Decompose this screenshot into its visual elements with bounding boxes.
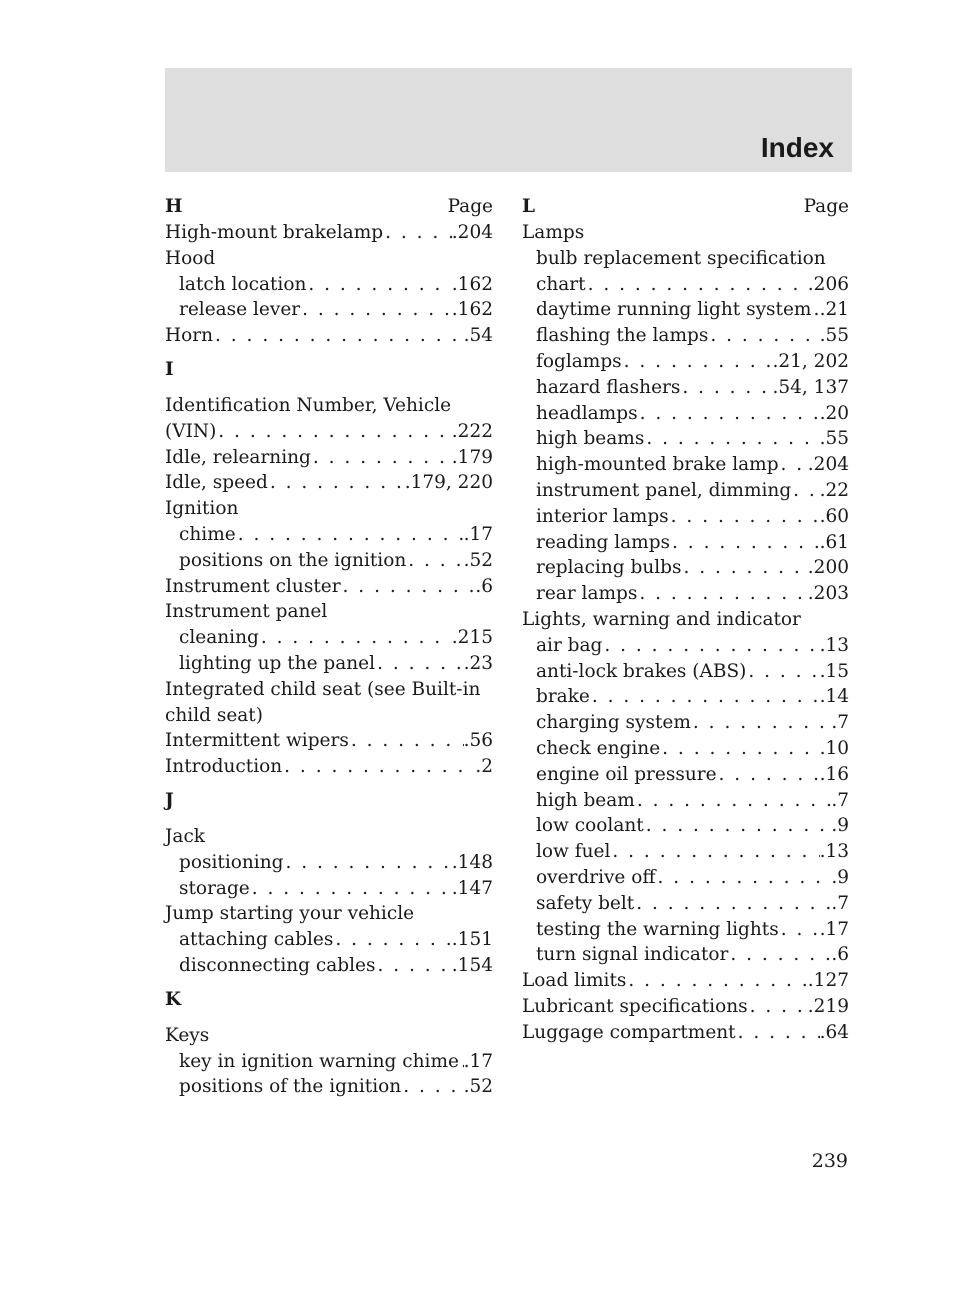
entry-page-ref: .64	[819, 1021, 849, 1043]
entry-label: Jack	[165, 825, 206, 847]
dot-leader	[250, 876, 452, 902]
dot-leader	[375, 953, 451, 979]
entry-page-ref: .55	[819, 428, 849, 450]
entry-page-ref: .147	[451, 877, 493, 899]
dot-leader	[736, 1020, 820, 1046]
dot-leader	[282, 754, 475, 780]
section-letter: H	[165, 196, 183, 217]
entry-label: low fuel	[536, 841, 611, 863]
entry-page-ref: .60	[819, 505, 849, 527]
dot-leader	[333, 927, 451, 953]
index-subentry	[522, 659, 849, 685]
page-column-label: Page	[447, 196, 493, 217]
dot-leader	[682, 555, 808, 581]
entry-page-ref: .52	[463, 1076, 493, 1098]
dot-leader	[748, 994, 808, 1020]
entry-page-ref: .17	[463, 1050, 493, 1072]
index-entry	[165, 703, 493, 729]
entry-page-ref: .9	[831, 815, 849, 837]
dot-leader	[268, 470, 405, 496]
index-entry	[522, 220, 849, 246]
entry-label: Introduction	[165, 756, 283, 778]
index-subentry	[522, 839, 849, 865]
entry-page-ref: .16	[819, 763, 849, 785]
entry-page-ref: .10	[819, 737, 849, 759]
section-i-heading: I	[165, 358, 174, 380]
dot-leader	[602, 633, 819, 659]
entry-label: positions on the ignition	[179, 549, 407, 571]
index-subentry	[522, 375, 849, 401]
index-subentry	[165, 297, 493, 323]
entry-label: Instrument cluster	[165, 575, 341, 597]
entry-page-ref: .56	[463, 730, 493, 752]
dot-leader	[691, 710, 831, 736]
dot-leader	[637, 581, 807, 607]
entry-label: Ignition	[165, 498, 239, 520]
section-k-entries	[165, 1023, 493, 1100]
index-subentry	[522, 401, 849, 427]
dot-leader	[779, 917, 820, 943]
index-subentry	[522, 813, 849, 839]
entry-page-ref: .203	[807, 583, 849, 605]
entry-page-ref: .148	[451, 851, 493, 873]
index-subentry	[522, 788, 849, 814]
entry-label: Instrument panel	[165, 601, 328, 623]
entry-page-ref: .14	[819, 686, 849, 708]
entry-label: Jump starting your vehicle	[165, 903, 415, 925]
index-subentry	[522, 349, 849, 375]
entry-label: daytime running light system	[536, 299, 812, 321]
entry-page-ref: .2	[475, 756, 493, 778]
entry-page-ref: .179	[451, 446, 493, 468]
entry-label: positions of the ignition	[179, 1076, 402, 1098]
entry-page-ref: .17	[819, 918, 849, 940]
entry-page-ref: .219	[807, 995, 849, 1017]
index-subentry	[522, 942, 849, 968]
entry-label: reading lamps	[536, 531, 671, 553]
entry-page-ref: .206	[807, 273, 849, 295]
entry-page-ref: .222	[451, 420, 493, 442]
entry-page-ref: .7	[831, 892, 849, 914]
entry-label: chart	[536, 273, 586, 295]
dot-leader	[216, 419, 452, 445]
entry-label: Lubricant specifications	[522, 995, 748, 1017]
entry-page-ref: .7	[831, 712, 849, 734]
entry-label: Hood	[165, 247, 216, 269]
index-entry	[165, 496, 493, 522]
entry-page-ref: .200	[807, 557, 849, 579]
index-subentry	[522, 478, 849, 504]
entry-label: Idle, speed	[165, 472, 268, 494]
entry-label: child seat)	[165, 704, 263, 726]
entry-label: turn signal indicator	[536, 944, 729, 966]
dot-leader	[660, 736, 819, 762]
entry-page-ref: .54	[463, 325, 493, 347]
index-subentry	[522, 504, 849, 530]
entry-page-ref: .15	[819, 660, 849, 682]
dot-leader	[626, 968, 807, 994]
section-j-entries	[165, 824, 493, 979]
index-subentry	[522, 581, 849, 607]
entry-label: instrument panel, dimming	[536, 479, 792, 501]
index-entry	[165, 393, 493, 419]
page-number: 239	[811, 1150, 848, 1172]
index-subentry	[165, 522, 493, 548]
index-subentry	[522, 917, 849, 943]
entry-label: replacing bulbs	[536, 557, 682, 579]
index-column-right	[522, 194, 849, 1046]
entry-page-ref: .21, 202	[772, 350, 849, 372]
index-subentry	[522, 530, 849, 556]
entry-page-ref: .215	[451, 627, 493, 649]
dot-leader	[349, 728, 464, 754]
entry-page-ref: .13	[819, 634, 849, 656]
entry-label: engine oil pressure	[536, 763, 717, 785]
index-entry	[165, 599, 493, 625]
entry-label: Identification Number, Vehicle	[165, 394, 452, 416]
index-subentry	[522, 555, 849, 581]
index-subentry	[165, 272, 493, 298]
dot-leader	[311, 445, 452, 471]
entry-page-ref: .22	[819, 479, 849, 501]
entry-label: air bag	[536, 634, 603, 656]
index-entry	[165, 574, 493, 600]
dot-leader	[791, 478, 819, 504]
index-subentry	[165, 876, 493, 902]
dot-leader	[401, 1074, 463, 1100]
index-column-left	[165, 194, 493, 1100]
entry-page-ref: .162	[451, 299, 493, 321]
section-i-entries	[165, 393, 493, 780]
entry-page-ref: .204	[451, 222, 493, 243]
index-subentry	[165, 927, 493, 953]
dot-leader	[644, 813, 832, 839]
entry-label: disconnecting cables	[179, 954, 376, 976]
entry-label: chime	[179, 523, 236, 545]
entry-label: testing the warning lights	[536, 918, 779, 940]
dot-leader	[728, 942, 831, 968]
entry-page-ref: .61	[819, 531, 849, 553]
dot-leader	[610, 839, 819, 865]
entry-label: Lights, warning and indicator	[522, 608, 801, 630]
dot-leader	[622, 349, 773, 375]
index-entry	[522, 1020, 849, 1046]
entry-label: High-mount brakelamp	[165, 222, 384, 243]
index-subentry	[522, 633, 849, 659]
index-entry	[165, 824, 493, 850]
dot-leader	[779, 452, 808, 478]
entry-label: Luggage compartment	[522, 1021, 736, 1043]
entry-page-ref: .55	[819, 325, 849, 347]
index-subentry	[522, 762, 849, 788]
index-subentry	[522, 272, 849, 298]
index-subentry	[165, 625, 493, 651]
entry-page-ref: .6	[831, 944, 849, 966]
entry-label: Intermittent wipers	[165, 730, 349, 752]
dot-leader	[300, 297, 452, 323]
section-l-heading	[522, 194, 849, 220]
entry-label: brake	[536, 686, 590, 708]
entry-page-ref: .154	[451, 954, 493, 976]
entry-label: high-mounted brake lamp	[536, 454, 779, 476]
entry-page-ref: .17	[463, 523, 493, 545]
dot-leader	[656, 865, 832, 891]
entry-label: Lamps	[522, 222, 585, 243]
index-subentry	[165, 651, 493, 677]
index-entry	[165, 677, 493, 703]
index-subentry	[165, 1049, 493, 1075]
index-entry	[165, 1023, 493, 1049]
index-entry	[165, 901, 493, 927]
entry-page-ref: .54, 137	[772, 376, 849, 398]
entry-label: hazard flashers	[536, 376, 681, 398]
section-j-heading: J	[165, 789, 174, 811]
entry-label: headlamps	[536, 402, 638, 424]
entry-label: release lever	[179, 299, 301, 321]
entry-label: Horn	[165, 325, 214, 347]
entry-page-ref: .179, 220	[404, 472, 493, 494]
index-subentry	[522, 684, 849, 710]
entry-label: lighting up the panel	[179, 652, 376, 674]
section-h-entries	[165, 220, 493, 349]
index-subentry	[522, 246, 849, 272]
entry-label: rear lamps	[536, 583, 638, 605]
entry-page-ref: .127	[807, 970, 849, 992]
index-entry	[165, 220, 493, 246]
entry-label: Keys	[165, 1024, 210, 1046]
section-k-heading: K	[165, 988, 182, 1010]
entry-label: interior lamps	[536, 505, 669, 527]
entry-label: high beam	[536, 789, 635, 811]
entry-label: overdrive off	[536, 866, 656, 888]
index-subentry	[165, 953, 493, 979]
entry-page-ref: .23	[463, 652, 493, 674]
dot-leader	[644, 426, 819, 452]
entry-page-ref: .52	[463, 549, 493, 571]
dot-leader	[811, 297, 819, 323]
entry-page-ref: .151	[451, 929, 493, 951]
index-entry	[522, 994, 849, 1020]
entry-label: key in ignition warning chime	[179, 1050, 459, 1072]
entry-page-ref: .9	[831, 866, 849, 888]
header-band	[165, 68, 852, 172]
dot-leader	[708, 323, 819, 349]
dot-leader	[306, 272, 451, 298]
entry-label: anti-lock brakes (ABS)	[536, 660, 747, 682]
dot-leader	[586, 272, 808, 298]
dot-leader	[341, 574, 476, 600]
dot-leader	[375, 651, 464, 677]
index-subentry	[165, 548, 493, 574]
dot-leader	[213, 323, 464, 349]
dot-leader	[717, 762, 820, 788]
entry-page-ref: .162	[451, 273, 493, 295]
dot-leader	[746, 659, 819, 685]
entry-label: latch location	[179, 273, 307, 295]
index-subentry	[165, 1074, 493, 1100]
section-l-entries	[522, 220, 849, 1046]
index-entry	[165, 754, 493, 780]
entry-page-ref: .13	[819, 841, 849, 863]
entry-label: safety belt	[536, 892, 635, 914]
entry-label: bulb replacement specification	[536, 247, 826, 269]
index-entry	[165, 419, 493, 445]
index-subentry	[522, 891, 849, 917]
index-entry	[165, 470, 493, 496]
entry-page-ref: .20	[819, 402, 849, 424]
index-subentry	[522, 426, 849, 452]
section-h-heading	[165, 194, 493, 220]
entry-label: low coolant	[536, 815, 644, 837]
entry-label: flashing the lamps	[536, 325, 709, 347]
dot-leader	[590, 684, 820, 710]
index-entry	[165, 445, 493, 471]
entry-page-ref: .204	[807, 454, 849, 476]
section-letter: L	[522, 196, 536, 217]
entry-page-ref: .6	[475, 575, 493, 597]
entry-label: attaching cables	[179, 929, 334, 951]
entry-page-ref: .21	[819, 299, 849, 321]
entry-label: charging system	[536, 712, 691, 734]
entry-label: cleaning	[179, 627, 259, 649]
dot-leader	[635, 788, 832, 814]
index-subentry	[522, 297, 849, 323]
entry-label: (VIN)	[165, 420, 217, 442]
page-title: Index	[760, 132, 834, 163]
index-entry	[165, 323, 493, 349]
entry-label: high beams	[536, 428, 645, 450]
index-subentry	[522, 865, 849, 891]
index-entry	[165, 728, 493, 754]
index-entry	[165, 246, 493, 272]
dot-leader	[383, 220, 452, 246]
index-entry	[522, 607, 849, 633]
dot-leader	[236, 522, 464, 548]
entry-label: foglamps	[536, 350, 622, 372]
entry-label: positioning	[179, 851, 284, 873]
dot-leader	[283, 850, 451, 876]
index-subentry	[522, 736, 849, 762]
index-subentry	[522, 323, 849, 349]
entry-label: storage	[179, 877, 250, 899]
entry-label: Load limits	[522, 970, 627, 992]
index-subentry	[522, 710, 849, 736]
index-subentry	[165, 850, 493, 876]
dot-leader	[680, 375, 772, 401]
entry-label: Integrated child seat (see Built-in	[165, 678, 481, 700]
page-column-label: Page	[803, 196, 849, 217]
index-subentry	[522, 452, 849, 478]
dot-leader	[634, 891, 831, 917]
entry-label: check engine	[536, 737, 661, 759]
entry-page-ref: .7	[831, 789, 849, 811]
index-entry	[522, 968, 849, 994]
dot-leader	[638, 401, 820, 427]
dot-leader	[259, 625, 452, 651]
entry-label: Idle, relearning	[165, 446, 311, 468]
dot-leader	[406, 548, 463, 574]
dot-leader	[670, 530, 820, 556]
dot-leader	[669, 504, 820, 530]
